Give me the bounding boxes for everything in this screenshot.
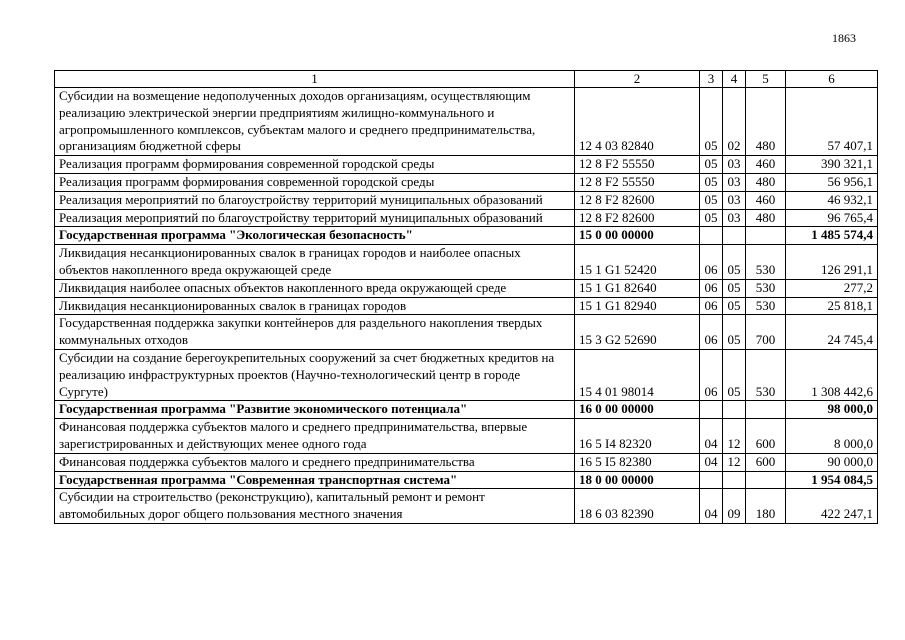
expense-type-cell xyxy=(746,227,786,245)
expense-type-cell: 480 xyxy=(746,88,786,156)
column-number-row xyxy=(55,71,878,88)
program-name-cell: Субсидии на строительство (реконструкцию), капитальный ремонт и ремонт автомобильных дорог общего пользования местного значения xyxy=(55,489,575,524)
table-row xyxy=(55,349,878,400)
subsection-cell: 05 xyxy=(723,279,746,297)
column-header: 2 xyxy=(575,71,700,88)
target-code-cell: 15 1 G1 52420 xyxy=(575,245,700,280)
subsection-cell: 05 xyxy=(723,349,746,400)
column-header: 3 xyxy=(700,71,723,88)
table-row xyxy=(55,191,878,209)
table-row xyxy=(55,297,878,315)
expense-type-cell: 530 xyxy=(746,349,786,400)
subsection-cell: 03 xyxy=(723,191,746,209)
amount-cell: 46 932,1 xyxy=(786,191,878,209)
program-name-cell: Финансовая поддержка субъектов малого и среднего предпринимательства, впервые зарегистрированных и действующих менее одного года xyxy=(55,419,575,454)
table-row xyxy=(55,453,878,471)
section-cell: 05 xyxy=(700,156,723,174)
expense-type-cell: 600 xyxy=(746,419,786,454)
subsection-cell: 03 xyxy=(723,209,746,227)
appropriations-table xyxy=(54,70,878,524)
section-cell: 06 xyxy=(700,297,723,315)
target-code-cell: 15 1 G1 82940 xyxy=(575,297,700,315)
section-cell: 04 xyxy=(700,419,723,454)
subsection-cell xyxy=(723,227,746,245)
amount-cell: 24 745,4 xyxy=(786,315,878,350)
target-code-cell: 18 0 00 00000 xyxy=(575,471,700,489)
subsection-cell: 09 xyxy=(723,489,746,524)
target-code-cell: 12 8 F2 82600 xyxy=(575,209,700,227)
section-cell: 06 xyxy=(700,245,723,280)
subsection-cell: 03 xyxy=(723,156,746,174)
table-row xyxy=(55,315,878,350)
amount-cell: 8 000,0 xyxy=(786,419,878,454)
expense-type-cell: 530 xyxy=(746,245,786,280)
amount-cell: 1 308 442,6 xyxy=(786,349,878,400)
program-name-cell: Реализация мероприятий по благоустройству территорий муниципальных образований xyxy=(55,209,575,227)
target-code-cell: 18 6 03 82390 xyxy=(575,489,700,524)
expense-type-cell: 600 xyxy=(746,453,786,471)
section-cell: 05 xyxy=(700,209,723,227)
expense-type-cell: 180 xyxy=(746,489,786,524)
amount-cell: 422 247,1 xyxy=(786,489,878,524)
target-code-cell: 15 1 G1 82640 xyxy=(575,279,700,297)
table-row xyxy=(55,173,878,191)
subsection-cell: 05 xyxy=(723,315,746,350)
target-code-cell: 15 3 G2 52690 xyxy=(575,315,700,350)
subsection-cell: 02 xyxy=(723,88,746,156)
program-total-row xyxy=(55,227,878,245)
section-cell: 06 xyxy=(700,349,723,400)
program-name-cell: Государственная программа "Современная транспортная система" xyxy=(55,471,575,489)
subsection-cell: 03 xyxy=(723,173,746,191)
amount-cell: 56 956,1 xyxy=(786,173,878,191)
target-code-cell: 12 8 F2 55550 xyxy=(575,173,700,191)
subsection-cell: 12 xyxy=(723,419,746,454)
subsection-cell: 05 xyxy=(723,245,746,280)
section-cell xyxy=(700,401,723,419)
amount-cell: 57 407,1 xyxy=(786,88,878,156)
amount-cell: 1 485 574,4 xyxy=(786,227,878,245)
section-cell xyxy=(700,227,723,245)
program-total-row xyxy=(55,471,878,489)
target-code-cell: 15 0 00 00000 xyxy=(575,227,700,245)
section-cell: 05 xyxy=(700,191,723,209)
amount-cell: 96 765,4 xyxy=(786,209,878,227)
column-header: 6 xyxy=(786,71,878,88)
amount-cell: 1 954 084,5 xyxy=(786,471,878,489)
target-code-cell: 16 0 00 00000 xyxy=(575,401,700,419)
program-name-cell: Ликвидация несанкционированных свалок в границах городов xyxy=(55,297,575,315)
expense-type-cell: 530 xyxy=(746,279,786,297)
expense-type-cell xyxy=(746,471,786,489)
subsection-cell: 05 xyxy=(723,297,746,315)
table-row xyxy=(55,245,878,280)
section-cell: 05 xyxy=(700,88,723,156)
program-name-cell: Ликвидация наиболее опасных объектов накопленного вреда окружающей среде xyxy=(55,279,575,297)
amount-cell: 25 818,1 xyxy=(786,297,878,315)
program-name-cell: Финансовая поддержка субъектов малого и среднего предпринимательства xyxy=(55,453,575,471)
table-row xyxy=(55,156,878,174)
expense-type-cell: 530 xyxy=(746,297,786,315)
column-header: 5 xyxy=(746,71,786,88)
program-name-cell: Государственная программа "Развитие экономического потенциала" xyxy=(55,401,575,419)
expense-type-cell: 700 xyxy=(746,315,786,350)
program-name-cell: Реализация программ формирования современной городской среды xyxy=(55,156,575,174)
expense-type-cell: 480 xyxy=(746,209,786,227)
section-cell: 04 xyxy=(700,489,723,524)
amount-cell: 98 000,0 xyxy=(786,401,878,419)
table-row xyxy=(55,209,878,227)
program-name-cell: Государственная программа "Экологическая безопасность" xyxy=(55,227,575,245)
section-cell: 06 xyxy=(700,279,723,297)
expense-type-cell: 460 xyxy=(746,156,786,174)
amount-cell: 277,2 xyxy=(786,279,878,297)
target-code-cell: 12 8 F2 82600 xyxy=(575,191,700,209)
expense-type-cell xyxy=(746,401,786,419)
program-name-cell: Государственная поддержка закупки контейнеров для раздельного накопления твердых коммунальных отходов xyxy=(55,315,575,350)
program-total-row xyxy=(55,401,878,419)
subsection-cell: 12 xyxy=(723,453,746,471)
program-name-cell: Ликвидация несанкционированных свалок в границах городов и наиболее опасных объектов накопленного вреда окружающей среде xyxy=(55,245,575,280)
table-row xyxy=(55,88,878,156)
target-code-cell: 15 4 01 98014 xyxy=(575,349,700,400)
expense-type-cell: 460 xyxy=(746,191,786,209)
table-row xyxy=(55,419,878,454)
section-cell: 05 xyxy=(700,173,723,191)
table-row xyxy=(55,279,878,297)
page-number: 1863 xyxy=(832,31,856,45)
section-cell: 04 xyxy=(700,453,723,471)
program-name-cell: Реализация мероприятий по благоустройству территорий муниципальных образований xyxy=(55,191,575,209)
program-name-cell: Субсидии на возмещение недополученных доходов организациям, осуществляющим реализацию электрической энергии предприятиям жилищно-коммунального и агропромышленного комплексов, субъектам малого и среднего предпринимательства, организациям бюджетной сферы xyxy=(55,88,575,156)
program-name-cell: Реализация программ формирования современной городской среды xyxy=(55,173,575,191)
target-code-cell: 12 4 03 82840 xyxy=(575,88,700,156)
amount-cell: 390 321,1 xyxy=(786,156,878,174)
target-code-cell: 16 5 I5 82380 xyxy=(575,453,700,471)
target-code-cell: 16 5 I4 82320 xyxy=(575,419,700,454)
amount-cell: 90 000,0 xyxy=(786,453,878,471)
table-row xyxy=(55,489,878,524)
subsection-cell xyxy=(723,471,746,489)
column-header: 4 xyxy=(723,71,746,88)
section-cell: 06 xyxy=(700,315,723,350)
section-cell xyxy=(700,471,723,489)
target-code-cell: 12 8 F2 55550 xyxy=(575,156,700,174)
expense-type-cell: 480 xyxy=(746,173,786,191)
subsection-cell xyxy=(723,401,746,419)
table-body xyxy=(55,88,878,524)
column-header: 1 xyxy=(55,71,575,88)
program-name-cell: Субсидии на создание берегоукрепительных сооружений за счет бюджетных кредитов на реализацию инфраструктурных проектов (Научно-технологический центр в городе Сургуте) xyxy=(55,349,575,400)
amount-cell: 126 291,1 xyxy=(786,245,878,280)
